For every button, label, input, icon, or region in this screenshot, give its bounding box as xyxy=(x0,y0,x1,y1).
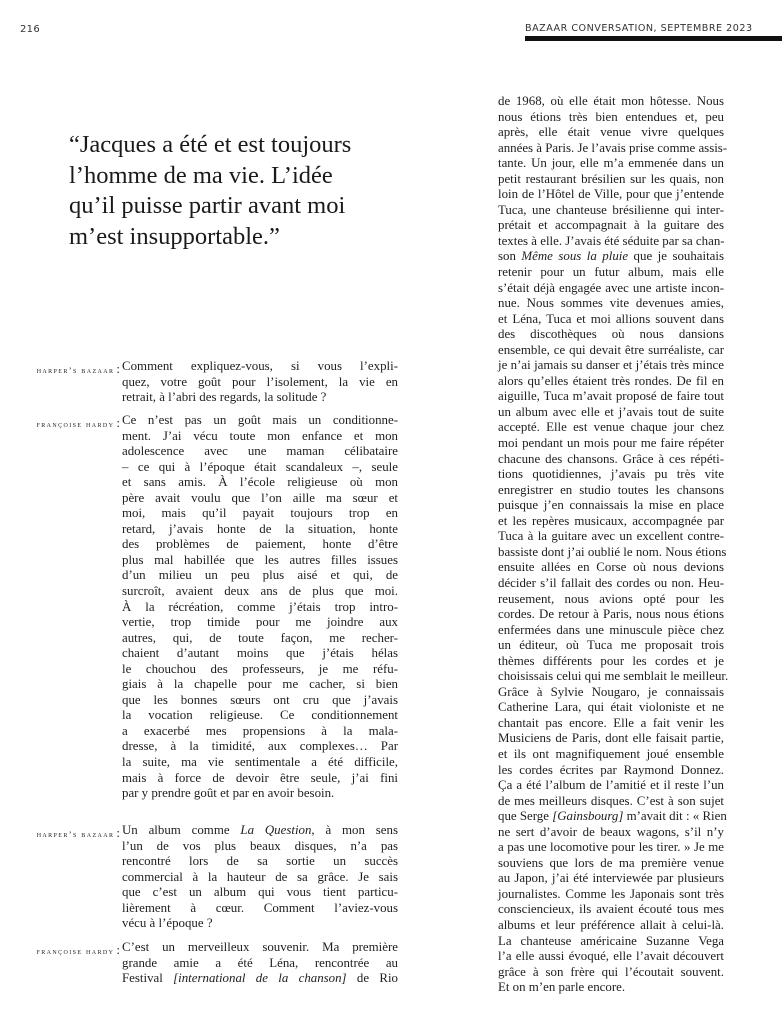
text-line: puisque j’en connaissais la mise en place xyxy=(498,498,724,513)
text-line: nous étions très bien entendues et, peu xyxy=(498,109,724,124)
text-line: Musiciens de Paris, dont elle faisait partie, xyxy=(498,731,724,746)
text-line: C’est un merveilleux souvenir. Ma première xyxy=(122,940,398,954)
speaker-label xyxy=(0,361,120,377)
text-line: le chouchou des professeurs, je me réfu- xyxy=(122,661,398,676)
text-line: d’un milieu un peu plus aisé et qui, de xyxy=(122,568,398,583)
text-line: alors qu’elles étaient très rondes. De fil en xyxy=(498,373,724,388)
pull-quote xyxy=(69,130,399,252)
text-line: aiguille, Tuca m’avait proposé de faire tout xyxy=(498,389,724,404)
text-line: Tuca à la guitare avec un excellent contre- xyxy=(498,529,724,544)
text-line: je n’ai jamais su danser et j’étais très mince xyxy=(498,358,724,373)
text-line: prétait et accompagnait à la guitare des xyxy=(498,218,724,233)
text-line: chacune des chansons. Grâce à ces répéti- xyxy=(498,451,724,466)
speaker-colon: : xyxy=(116,415,120,430)
text-line: retard, j’avais honte de la situation, honte xyxy=(122,521,398,536)
text-line: ensemble, ce qui devait être surréaliste, car xyxy=(498,342,724,357)
text-line: petit restaurant brésilien sur les quais, non xyxy=(498,171,724,186)
pull-quote-line: m’est insupportable.” xyxy=(69,222,280,250)
text-line: enregistrer en studio toutes les chansons xyxy=(498,482,724,497)
page-number: 216 xyxy=(20,24,40,35)
text-line: accepté. Elle est venue chaque jour chez xyxy=(498,420,724,435)
text-line: retrait, à l’abri des regards, la solitude ? xyxy=(122,390,327,405)
text-line: moi pendant un mois pour me faire répéter xyxy=(498,436,724,451)
text-line: commercial à la hauteur de sa grâce. Je sais xyxy=(122,869,398,884)
text-line: et sans amis. À l’école religieuse où mon xyxy=(122,475,398,490)
text-line: un éditeur, où Tuca me proposait trois xyxy=(498,638,724,653)
text-line: plus mal habillée que les autres filles issues xyxy=(122,552,398,567)
text-line: au Japon, j’ai été interviewée par plusieurs xyxy=(498,871,724,886)
speaker-label xyxy=(0,942,120,958)
text-line: textes à elle. J’avais été séduite par sa chan- xyxy=(498,233,725,248)
text-line: après, elle était venue vivre quelques xyxy=(498,125,724,140)
qa-text xyxy=(122,413,398,802)
text-line: tante. Un jour, elle m’a emmenée dans un xyxy=(498,156,724,171)
text-line: années à Paris. Je l’avais prise comme assis- xyxy=(498,140,728,155)
pull-quote-line: “Jacques a été et est toujours xyxy=(69,131,352,158)
text-line: les cordes écrites par Raymond Donnez. xyxy=(498,762,724,777)
text-line: Et on m’en parle encore. xyxy=(498,980,626,995)
text-line: son Même sous la pluie que je souhaitais xyxy=(498,249,725,264)
text-line: décider s’il fallait des cordes ou non. Heu- xyxy=(498,575,724,590)
text-line: Ça a été l’album de l’amitié et il reste l’un xyxy=(498,778,724,793)
text-line: lièrement à cœur. Comment l’aviez-vous xyxy=(122,900,398,915)
text-line: de mes meilleurs disques. C’est à son sujet xyxy=(498,793,724,808)
running-head: BAZAAR CONVERSATION, SEPTEMBRE 2023 xyxy=(525,23,753,34)
text-line: Ce n’est pas un goût mais un conditionne- xyxy=(122,413,398,427)
text-line: cordes. De retour à Paris, nous nous étions xyxy=(498,607,724,622)
qa-text xyxy=(122,823,398,932)
text-line: autres, qui, de toute façon, me recher- xyxy=(122,630,398,645)
text-line: Un album comme La Question, à mon sens xyxy=(122,823,398,837)
text-line: loin de l’Hôtel de Ville, pour que j’entende xyxy=(498,187,724,202)
text-line: et ils ont magnifiquement joué ensemble xyxy=(498,746,724,761)
text-line: choisissais celui qui me semblait le meilleur. xyxy=(498,669,729,684)
speaker-name: harper’s bazaar xyxy=(36,365,115,375)
speaker-label xyxy=(0,825,120,841)
text-line: un album avec elle et j’avais tout de suite xyxy=(498,404,724,419)
text-line: ment. J’ai vécu toute mon enfance et mon xyxy=(122,428,398,443)
speaker-name: harper’s bazaar xyxy=(36,829,115,839)
text-line: l’un de vos plus beaux disques, n’a pas xyxy=(122,838,398,853)
text-line: À la récréation, comme j’étais trop intro- xyxy=(122,599,398,614)
text-line: journalistes. Comme les Japonais sont très xyxy=(498,886,724,901)
text-line: la vocation religieuse. Ce conditionnement xyxy=(122,708,398,723)
text-line: souviens que lors de ma première venue xyxy=(498,855,724,870)
text-line: l’a elle aussi évoqué, elle l’avait découvert xyxy=(498,949,724,964)
text-line: La chanteuse américaine Suzanne Vega xyxy=(498,933,724,948)
text-line: vécu à l’époque ? xyxy=(122,916,213,931)
text-line: chantait pas encore. Elle a fait venir les xyxy=(498,715,724,730)
header-rule xyxy=(525,36,782,41)
text-line: tions quotidiennes, j’avais pu très vite xyxy=(498,467,724,482)
text-line: chaient d’autant moins que j’étais hélas xyxy=(122,646,398,661)
speaker-label xyxy=(0,415,120,431)
text-line: et Léna, Tuca et moi allions souvent dans xyxy=(498,311,724,326)
text-line: Catherine Lara, qui était violoniste et ne xyxy=(498,700,724,715)
pull-quote-line: l’homme de ma vie. L’idée xyxy=(69,161,333,189)
speaker-colon: : xyxy=(116,361,120,376)
text-line: que les bonnes sœurs ont cru que j’avais xyxy=(122,692,398,707)
text-line: que c’est un album qui vous tient particu- xyxy=(122,885,398,900)
text-line: retenir pour un futur album, mais elle xyxy=(498,265,724,280)
text-line: enfermées dans une minuscule pièce chez xyxy=(498,622,724,637)
text-line: quez, votre goût pour l’isolement, la vie en xyxy=(122,374,398,389)
text-line: mais à force de devoir être seule, j’ai fini xyxy=(122,770,398,785)
text-line: Grâce à Sylvie Nougaro, je connaissais xyxy=(498,684,724,699)
italic-title: La Question xyxy=(240,823,312,837)
qa-text xyxy=(122,359,398,406)
italic-title: Même sous la pluie xyxy=(521,249,629,264)
speaker-colon: : xyxy=(116,825,120,840)
text-line: reusement, nous avions opté pour les xyxy=(498,591,724,606)
text-line: a pas une locomotive pour les tirer. » Je me xyxy=(498,840,724,855)
text-line: Tuca, une chanteuse brésilienne qui inter- xyxy=(498,202,724,217)
pull-quote-line: qu’il puisse partir avant moi xyxy=(69,192,346,219)
text-line: Festival [international de la chanson] de Rio xyxy=(122,971,398,986)
text-line: surcroît, avaient deux ans de plus que moi. xyxy=(122,584,398,599)
text-line: ensuite allées en Corse où nous devions xyxy=(498,560,724,575)
speaker-name: françoise hardy xyxy=(36,946,115,956)
text-line: des discothèques où nous dansions xyxy=(498,327,724,342)
text-line: nue. Nous sommes vite devenues amies, xyxy=(498,296,724,311)
right-column-text xyxy=(498,94,729,996)
text-line: par y prendre goût et par en avoir besoin. xyxy=(122,786,335,801)
text-line: grande amie a été Léna, rencontrée au xyxy=(122,955,398,970)
text-line: thèmes différents pour les cordes et je xyxy=(498,653,724,668)
text-line: et les repères musicaux, accompagnée par xyxy=(498,513,724,528)
text-line: dresse, à la timidité, aux complexes… Par xyxy=(122,739,398,754)
text-line: ne sert d’avoir de beaux wagons, s’il n’y xyxy=(498,824,724,839)
text-line: moi, mais qu’il payait toujours trop en xyxy=(122,506,398,521)
text-line: consciencieux, ils avaient écouté tous mes xyxy=(498,902,724,917)
text-line: que Serge [Gainsbourg] m’avait dit : « Rien xyxy=(498,809,727,824)
text-line: a exacerbé mes propensions à la mala- xyxy=(122,723,398,738)
text-line: la suite, ma vie sentimentale a été difficile, xyxy=(122,755,398,770)
text-line: vertie, trop timide pour me joindre aux xyxy=(122,615,398,630)
text-line: – ce qui à l’époque était scandaleux –, seule xyxy=(122,459,398,474)
text-line: des problèmes de paiement, honte d’être xyxy=(122,537,398,552)
italic-title: [Gainsbourg] xyxy=(552,809,624,824)
speaker-name: françoise hardy xyxy=(36,419,115,429)
text-line: grâce à son frère qui l’écoutait souvent. xyxy=(498,964,724,979)
text-line: albums et leur préférence allait à celui-là. xyxy=(498,917,724,932)
text-line: de 1968, où elle était mon hôtesse. Nous xyxy=(498,94,724,108)
text-line: adolescence avec une maman célibataire xyxy=(122,444,398,459)
text-line: Comment expliquez-vous, si vous l’expli- xyxy=(122,359,398,373)
qa-text xyxy=(122,940,398,987)
text-line: giais à la chapelle pour me cacher, si bien xyxy=(122,677,398,692)
text-line: bassiste dont j’ai oublié le nom. Nous étions xyxy=(498,544,727,559)
speaker-colon: : xyxy=(116,942,120,957)
text-line: rencontré lors de sa sortie un succès xyxy=(122,854,398,869)
text-line: s’était déjà engagée avec une artiste incon- xyxy=(498,280,724,295)
italic-title: [international de la chanson] xyxy=(173,971,347,986)
text-line: père avait voulu que l’on aille ma sœur et xyxy=(122,490,398,505)
